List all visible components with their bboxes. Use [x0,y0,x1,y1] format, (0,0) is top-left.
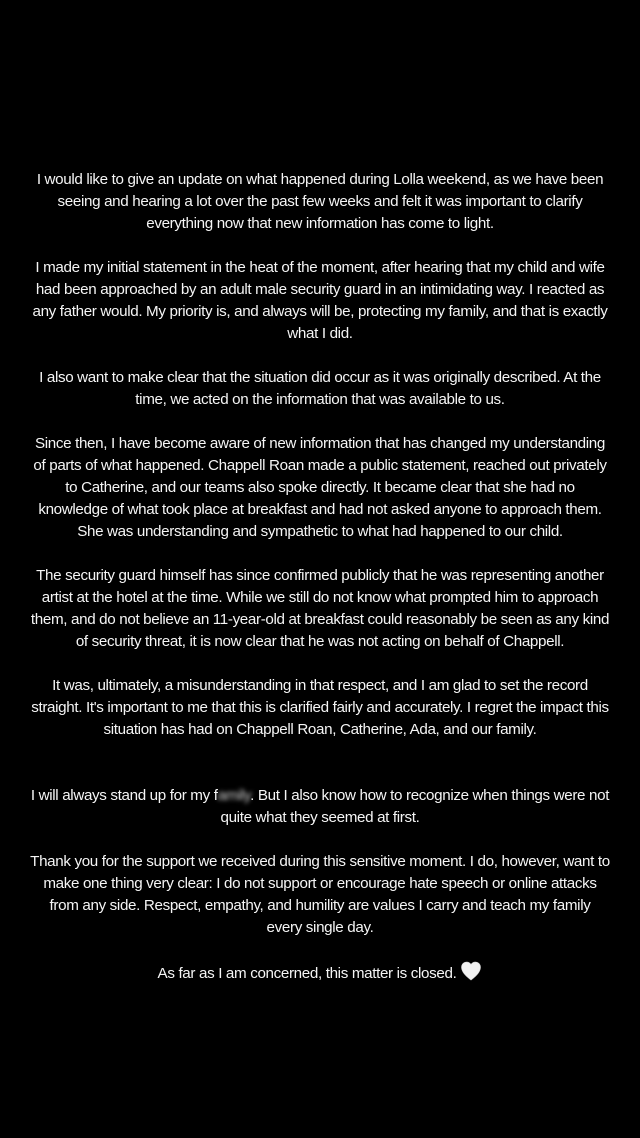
statement-paragraph-7 [30,785,610,829]
blurred-word: amily [217,787,251,804]
statement-paragraph-6: It was, ultimately, a misunderstanding in that respect, and I am glad to set the record straight. It's important to me that this is clarified fairly and accurately. I regret the impact this situation has had on Chappell Roan, Catherine, Ada, and our family. [31,677,609,738]
closing-text: As far as I am concerned, this matter is closed. [157,965,457,982]
statement-paragraph-3: I also want to make clear that the situation did occur as it was originally described. At the time, we acted on the information that was available to us. [39,369,601,408]
statement-paragraph-5: The security guard himself has since confirmed publicly that he was representing another artist at the hotel at the time. While we still do not know what prompted him to approach them, and do not believe an 11-year-old at breakfast could reasonably be seen as any kind of security threat, it is now clear that he was not acting on behalf of Chappell. [30,567,610,650]
paragraph-7-text-after: . But I also know how to recognize when things were not quite what they seemed at first. [220,787,610,826]
statement-paragraph-8: Thank you for the support we received during this sensitive moment. I do, however, want to make one thing very clear: I do not support or encourage hate speech or online attacks from any side. Respect, empathy, and humility are values I carry and teach my family every single day. [30,853,610,936]
paragraph-7-text-before: I will always stand up for my f [30,787,218,804]
statement-paragraph-1: I would like to give an update on what happened during Lolla weekend, as we have been seeing and hearing a lot over the past few weeks and felt it was important to clarify everything now that new information has come to light. [36,171,604,232]
statement-paragraph-4: Since then, I have become aware of new information that has changed my understanding of parts of what happened. Chappell Roan made a public statement, reached out privately to Catherine, and our teams also spoke directly. It became clear that she had no knowledge of what took place at breakfast and had not asked anyone to approach them. She was understanding and sympathetic to what had happened to our child. [33,435,607,540]
statement-paragraph-2: I made my initial statement in the heat of the moment, after hearing that my child and wife had been approached by an adult male security guard in an intimidating way. I reacted as any father would. My priority is, and always will be, protecting my family, and that is exactly what I did. [32,259,608,342]
closing-line [30,961,610,988]
white-heart-icon [460,961,482,988]
